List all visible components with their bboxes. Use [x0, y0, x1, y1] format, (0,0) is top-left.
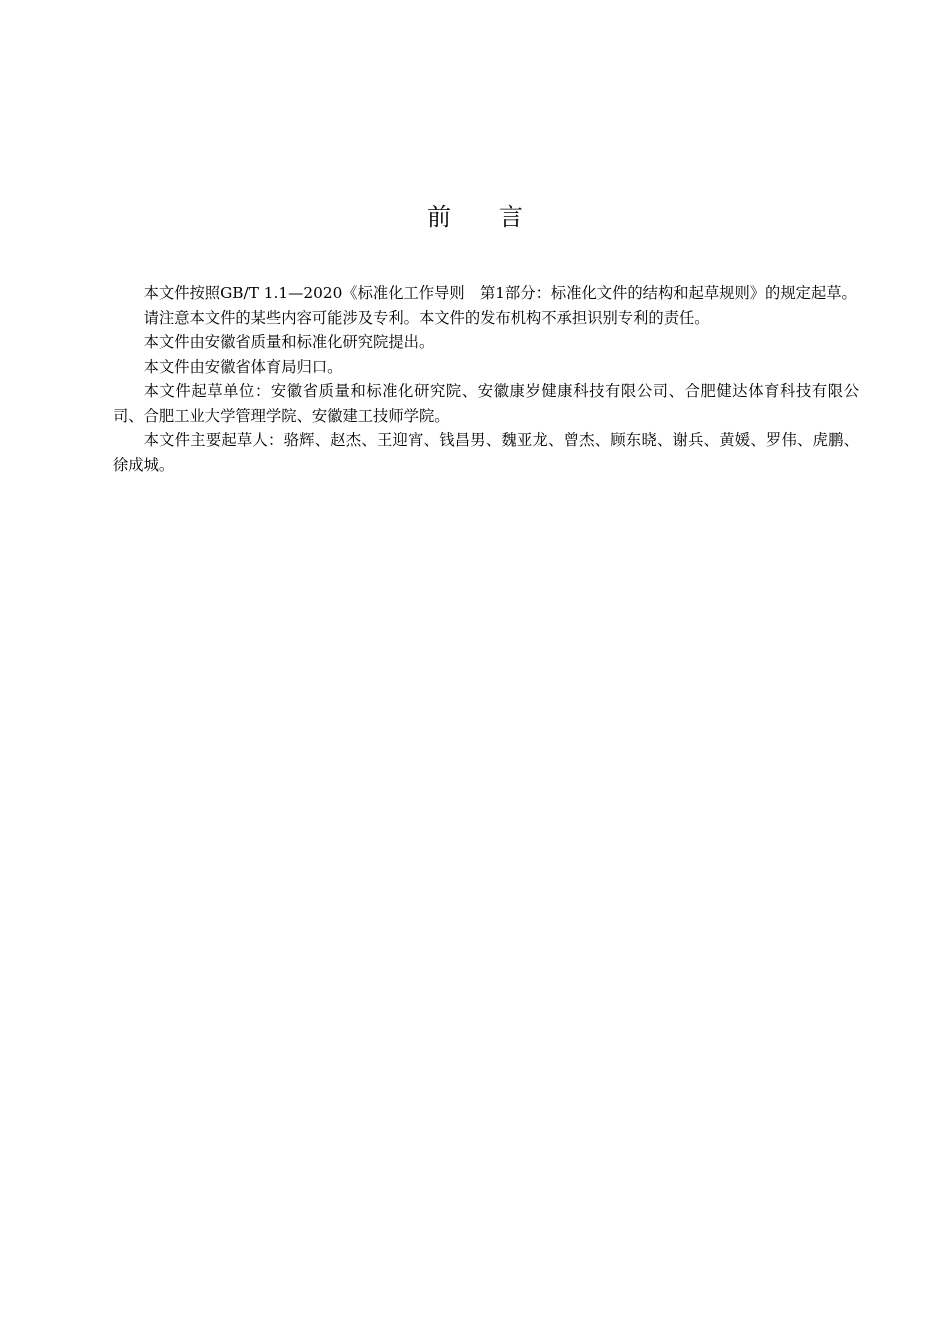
paragraph-drafters: 本文件主要起草人：骆辉、赵杰、王迎宵、钱昌男、魏亚龙、曾杰、顾东晓、谢兵、黄媛、罗伟、虎鹏、徐成城。: [113, 431, 859, 474]
paragraph-proposer: 本文件由安徽省质量和标准化研究院提出。: [143, 333, 435, 351]
paragraph-centralized-by: 本文件由安徽省体育局归口。: [143, 357, 343, 376]
paragraph-drafting-rules: 本文件按照GB/T 1.1—2020《标准化工作导则 第1部分：标准化文件的结构和起草规则》的规定起草。: [143, 284, 857, 302]
paragraph-drafting-units: 本文件起草单位：安徽省质量和标准化研究院、安徽康岁健康科技有限公司、合肥健达体育科技有限公司、合肥工业大学管理学院、安徽建工技师学院。: [113, 382, 859, 425]
page-title: 前言: [427, 203, 571, 231]
foreword-body: [113, 281, 859, 477]
paragraph-patent-notice: 请注意本文件的某些内容可能涉及专利。本文件的发布机构不承担识别专利的责任。: [143, 308, 710, 327]
